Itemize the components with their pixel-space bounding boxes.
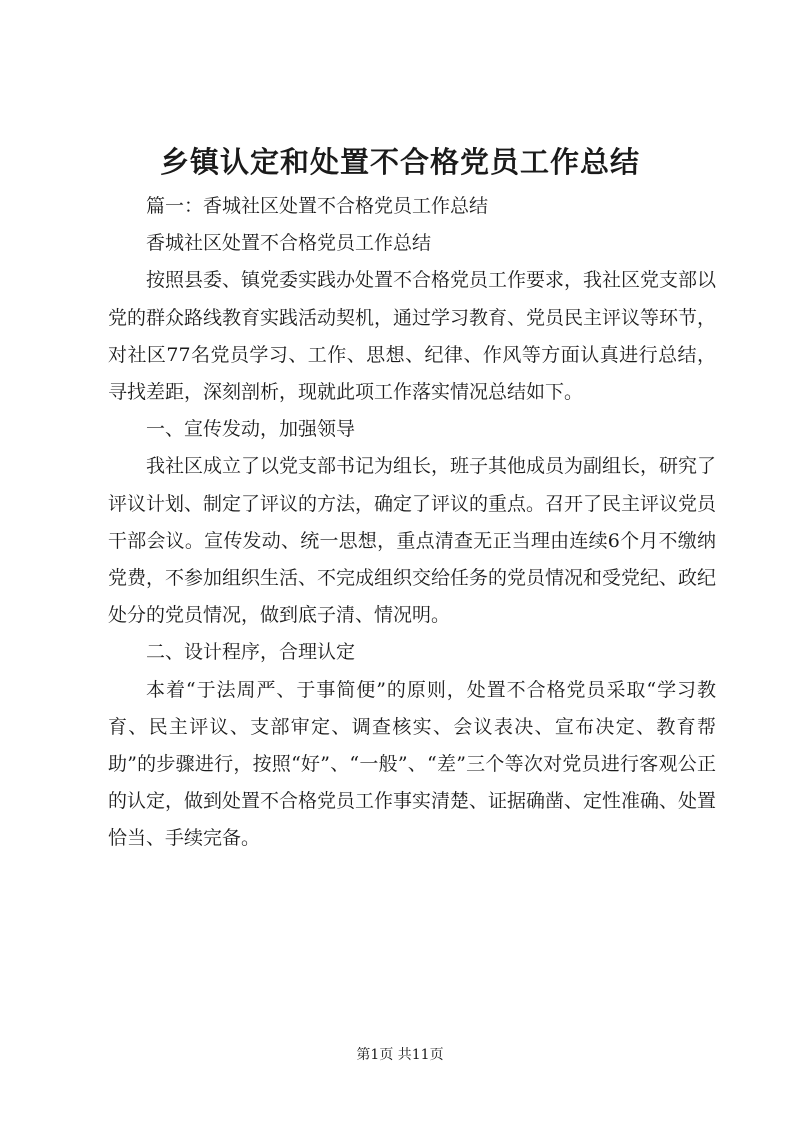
page-footer: 第1页 共11页 <box>356 1047 444 1063</box>
paragraph-section-2: 本着“于法周严、于事简便”的原则，处置不合格党员采取“学习教育、民主评议、支部审定、调查核实、会议表决、宣布决定、教育帮助”的步骤进行，按照“好”、“一般”、“差”三个等次对党员进行客观公正的认定，做到处置不合格党员工作事实清楚、证据确凿、定性准确、处置恰当、手续完备。 <box>108 678 717 850</box>
section-heading-1: 一、宣传发动，加强领导 <box>146 418 356 441</box>
paragraph-intro: 按照县委、镇党委实践办处置不合格党员工作要求，我社区党支部以党的群众路线教育实践活动契机，通过学习教育、党员民主评议等环节，对社区77名党员学习、工作、思想、纪律、作风等方面认真进行总结，寻找差距，深刻剖析，现就此项工作落实情况总结如下。 <box>108 269 717 404</box>
document-title: 乡镇认定和处置不合格党员工作总结 <box>159 145 640 179</box>
paragraph-subtitle: 篇一：香城社区处置不合格党员工作总结 <box>146 195 489 217</box>
section-heading-2: 二、设计程序，合理认定 <box>146 641 356 664</box>
paragraph-heading: 香城社区处置不合格党员工作总结 <box>146 232 432 255</box>
paragraph-section-1: 我社区成立了以党支部书记为组长，班子其他成员为副组长，研究了评议计划、制定了评议的方法，确定了评议的重点。召开了民主评议党员干部会议。宣传发动、统一思想，重点清查无正当理由连续6个月不缴纳党费，不参加组织生活、不完成组织交给任务的党员情况和受党纪、政纪处分的党员情况，做到底子清、情况明。 <box>108 455 717 627</box>
document-body <box>108 188 716 858</box>
